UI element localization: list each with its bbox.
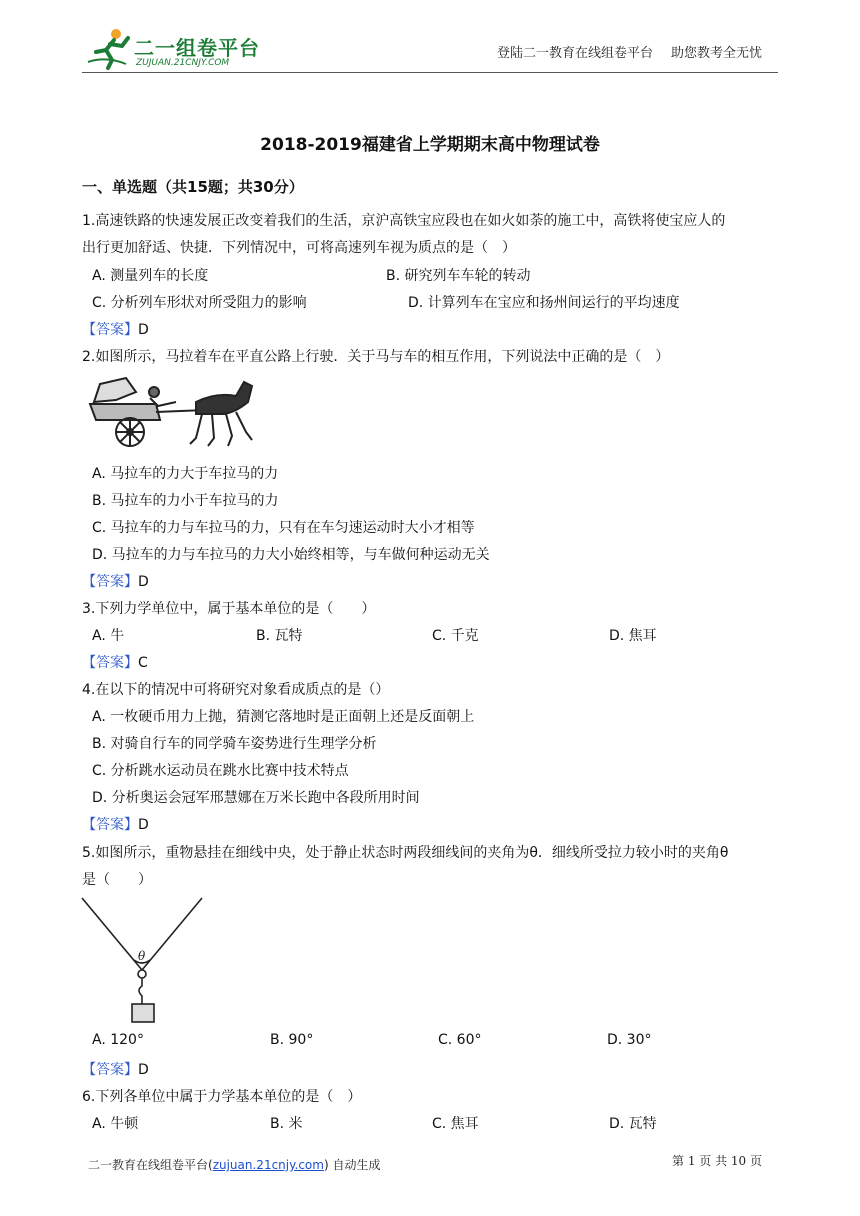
question-5-option-b: B. 90° [270, 1032, 314, 1048]
question-1-option-c: C. 分析列车形状对所受阻力的影响 [92, 295, 307, 311]
answer-tag: 【答案】 [82, 1062, 138, 1078]
question-4-option-c: C. 分析跳水运动员在跳水比赛中技术特点 [92, 763, 349, 779]
question-4-option-d: D. 分析奥运会冠军邢慧娜在万米长跑中各段所用时间 [92, 790, 420, 806]
question-5-option-c: C. 60° [438, 1032, 482, 1048]
hanging-weight-figure [80, 894, 208, 1026]
runner-logo-icon [86, 26, 134, 70]
answer-tag: 【答案】 [82, 655, 138, 671]
question-2-answer [82, 571, 149, 591]
question-3-answer [82, 652, 148, 672]
answer-value: C [138, 655, 148, 671]
logo [86, 26, 286, 72]
question-2-text: 2.如图所示，马拉着车在平直公路上行驶．关于马与车的相互作用，下列说法中正确的是（ ） [82, 349, 670, 365]
question-2-option-c: C. 马拉车的力与车拉马的力，只有在车匀速运动时大小才相等 [92, 520, 475, 536]
answer-value: D [138, 1062, 149, 1078]
question-3-option-b: B. 瓦特 [256, 628, 303, 644]
question-4-option-b: B. 对骑自行车的同学骑车姿势进行生理学分析 [92, 736, 377, 752]
question-6-option-b: B. 米 [270, 1116, 303, 1132]
footer-source [88, 1156, 380, 1173]
question-5-option-d: D. 30° [607, 1032, 652, 1048]
logo-text: 二一组卷平台 [134, 36, 260, 60]
header-slogan [497, 42, 762, 61]
answer-value: D [138, 322, 149, 338]
question-1-option-a: A. 测量列车的长度 [92, 268, 209, 284]
section-heading: 一、单选题（共15题；共30分） [82, 178, 304, 196]
question-1-option-d: D. 计算列车在宝应和扬州间运行的平均速度 [408, 295, 680, 311]
footer-prefix: 二一教育在线组卷平台( [88, 1158, 213, 1172]
question-3-option-c: C. 千克 [432, 628, 479, 644]
question-3-option-a: A. 牛 [92, 628, 125, 644]
answer-value: D [138, 817, 149, 833]
question-4-text: 4.在以下的情况中可将研究对象看成质点的是（） [82, 682, 390, 698]
question-6-option-c: C. 焦耳 [432, 1116, 479, 1132]
question-2-option-d: D. 马拉车的力与车拉马的力大小始终相等，与车做何种运动无关 [92, 547, 490, 563]
answer-value: D [138, 574, 149, 590]
question-6-option-a: A. 牛顿 [92, 1116, 139, 1132]
question-1-text-line1: 1.高速铁路的快速发展正改变着我们的生活，京沪高铁宝应段也在如火如荼的施工中，高铁将使宝应人的 [82, 213, 726, 229]
question-5-option-a: A. 120° [92, 1032, 144, 1048]
answer-tag: 【答案】 [82, 322, 138, 338]
footer-suffix: ) 自动生成 [323, 1158, 381, 1172]
question-4-answer [82, 814, 149, 834]
page-header [82, 26, 778, 73]
question-1-text-line2: 出行更加舒适、快捷．下列情况中，可将高速列车视为质点的是（ ） [82, 240, 516, 256]
question-3-text: 3.下列力学单位中，属于基本单位的是（ ） [82, 601, 376, 617]
theta-label: θ [138, 949, 146, 963]
question-5-answer [82, 1059, 149, 1079]
footer-link[interactable]: zujuan.21cnjy.com [212, 1158, 324, 1172]
header-link-login[interactable]: 登陆二一教育在线组卷平台 [496, 46, 653, 61]
header-slogan-text: 助您教考全无忧 [670, 46, 762, 61]
page-number: 第 1 页 共 10 页 [672, 1154, 762, 1168]
question-4-option-a: A. 一枚硬币用力上抛，猜测它落地时是正面朝上还是反面朝上 [92, 709, 475, 725]
horse-cart-figure [86, 372, 258, 452]
question-5-text-line1: 5.如图所示，重物悬挂在细线中央，处于静止状态时两段细线间的夹角为θ．细线所受拉力较小时的夹角θ [82, 845, 729, 861]
question-2-option-a: A. 马拉车的力大于车拉马的力 [92, 466, 279, 482]
question-6-text: 6.下列各单位中属于力学基本单位的是（ ） [82, 1089, 362, 1105]
question-3-option-d: D. 焦耳 [609, 628, 657, 644]
question-6-option-d: D. 瓦特 [609, 1116, 657, 1132]
question-1-answer [82, 319, 149, 339]
question-2-option-b: B. 马拉车的力小于车拉马的力 [92, 493, 279, 509]
answer-tag: 【答案】 [82, 574, 138, 590]
page-title: 2018-2019福建省上学期期末高中物理试卷 [260, 135, 600, 155]
question-5-text-line2: 是（ ） [82, 872, 152, 888]
logo-subtext: ZUJUAN.21CNJY.COM [136, 58, 230, 68]
question-1-option-b: B. 研究列车车轮的转动 [386, 268, 531, 284]
answer-tag: 【答案】 [82, 817, 138, 833]
